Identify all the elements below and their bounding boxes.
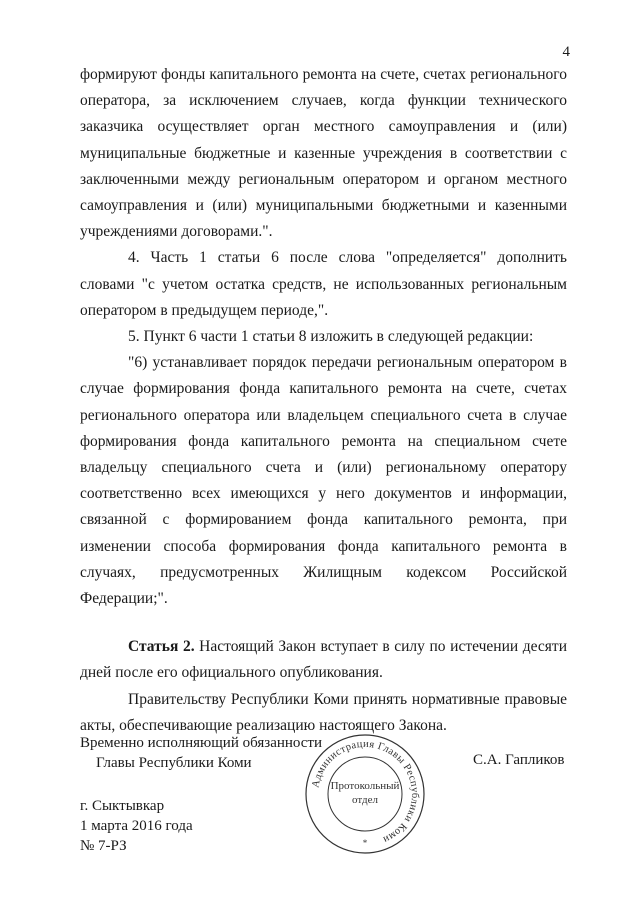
date: 1 марта 2016 года — [80, 818, 193, 834]
city: г. Сыктывкар — [80, 798, 165, 814]
paragraph-item-4: 4. Часть 1 статьи 6 после слова "определяется" дополнить словами "с учетом остатка средств, не использованных региональным оператором в предыдущем периоде,". — [80, 249, 567, 319]
stamp-center-line-1: Протокольный — [330, 780, 400, 792]
law-number: № 7-РЗ — [80, 838, 127, 854]
paragraph-article-2 — [80, 634, 567, 686]
paragraph-government-instruction: Правительству Республики Коми принять нормативные правовые акты, обеспечивающие реализацию настоящего Закона. — [80, 690, 567, 734]
place-date-number — [80, 796, 193, 856]
article-2-text: Настоящий Закон вступает в силу по истечении десяти дней после его официального опубликования. — [80, 638, 567, 682]
signatory-position — [80, 733, 340, 773]
paragraph-quoted-item-6: "6) устанавливает порядок передачи региональным оператором в случае формирования фонда капитального ремонта на счете, счетах регионального оператора или владельцем специального счета в случае формирования фонда капитального ремонта на специальном счете владельцу специального счета и (или) региональному оператору соответственно всех имеющихся у него документов и информации, связанной с формированием фонда капитального ремонта, при изменении способа формирования фонда капитального ремонта в случаях, предусмотренных Жилищным кодексом Российской Федерации;". — [80, 354, 567, 608]
signatory-name: С.А. Гапликов — [473, 752, 565, 768]
official-stamp — [303, 732, 427, 856]
paragraph-item-5: 5. Пункт 6 части 1 статьи 8 изложить в следующей редакции: — [128, 328, 534, 346]
article-2-label: Статья 2. — [128, 638, 195, 656]
stamp-star: * — [362, 838, 368, 848]
stamp-ring-text: Администрация Главы Республики Коми — [310, 738, 421, 846]
page-number: 4 — [562, 44, 570, 60]
paragraph-continuation: формируют фонды капитального ремонта на счете, счетах регионального оператора, за исключением случаев, когда функции технического заказчика осуществляет орган местного самоуправления и (или) муниципальные бюджетные и казенные учреждения в соответствии с заключенными между региональным оператором и органом местного самоуправления и (или) муниципальными бюджетными и казенными учреждениями договорами.". — [80, 66, 567, 241]
position-line-2: Главы Республики Коми — [96, 755, 252, 771]
document-body — [80, 62, 567, 739]
stamp-center-line-2: отдел — [352, 794, 378, 806]
position-line-1: Временно исполняющий обязанности — [80, 735, 323, 751]
